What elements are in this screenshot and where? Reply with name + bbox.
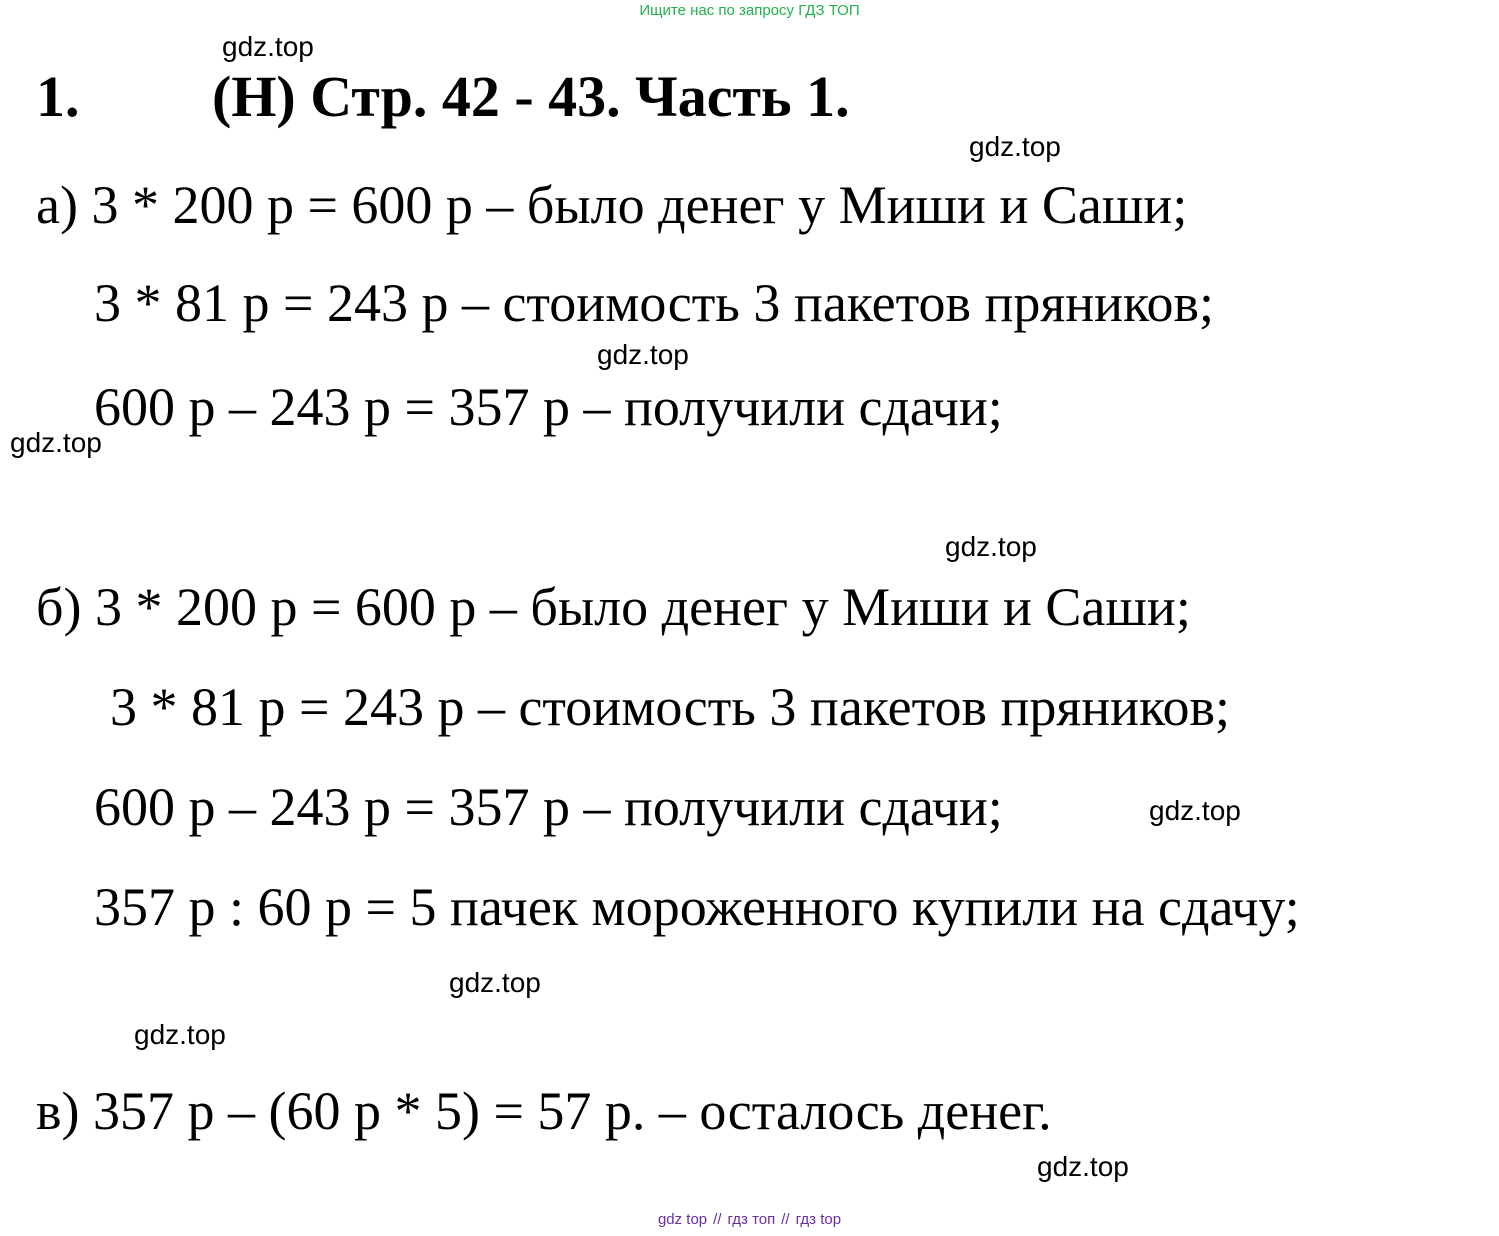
watermark: gdz.top bbox=[1037, 1151, 1129, 1182]
solution-line-b1: б) 3 * 200 р = 600 р – было денег у Миши и Саши; bbox=[36, 577, 1191, 637]
footer-link-gdz-top[interactable]: gdz top bbox=[657, 1211, 708, 1228]
page-title: (Н) Стр. 42 - 43. Часть 1. bbox=[212, 64, 850, 129]
solution-line-a1: а) 3 * 200 р = 600 р – было денег у Миши и Саши; bbox=[36, 175, 1188, 235]
solution-line-a3: 600 р – 243 р = 357 р – получили сдачи; bbox=[94, 377, 1003, 437]
watermark: gdz.top bbox=[969, 131, 1061, 162]
solution-line-c1: в) 357 р – (60 р * 5) = 57 р. – осталось денег. bbox=[36, 1081, 1052, 1141]
footer-link-gdz-top-mixed[interactable]: гдз top bbox=[795, 1211, 842, 1228]
solution-line-b2: 3 * 81 р = 243 р – стоимость 3 пакетов пряников; bbox=[110, 677, 1231, 737]
watermark: gdz.top bbox=[222, 31, 314, 62]
footer-link-gdz-top-ru[interactable]: гдз топ bbox=[727, 1211, 776, 1228]
watermark: gdz.top bbox=[134, 1019, 226, 1050]
watermark: gdz.top bbox=[597, 339, 689, 370]
footer-links bbox=[0, 1211, 1499, 1228]
watermark: gdz.top bbox=[945, 531, 1037, 562]
solution-line-a2: 3 * 81 р = 243 р – стоимость 3 пакетов пряников; bbox=[94, 273, 1215, 333]
solution-line-b4: 357 р : 60 р = 5 пачек мороженного купили на сдачу; bbox=[94, 877, 1300, 937]
task-number: 1. bbox=[36, 64, 80, 129]
watermark: gdz.top bbox=[1149, 795, 1241, 826]
watermark: gdz.top bbox=[449, 967, 541, 998]
watermark: gdz.top bbox=[10, 427, 102, 458]
solution-line-b3: 600 р – 243 р = 357 р – получили сдачи; bbox=[94, 777, 1003, 837]
top-banner-link[interactable]: Ищите нас по запросу ГДЗ ТОП bbox=[639, 2, 860, 19]
footer-separator: // bbox=[713, 1211, 722, 1228]
footer-separator: // bbox=[781, 1211, 790, 1228]
